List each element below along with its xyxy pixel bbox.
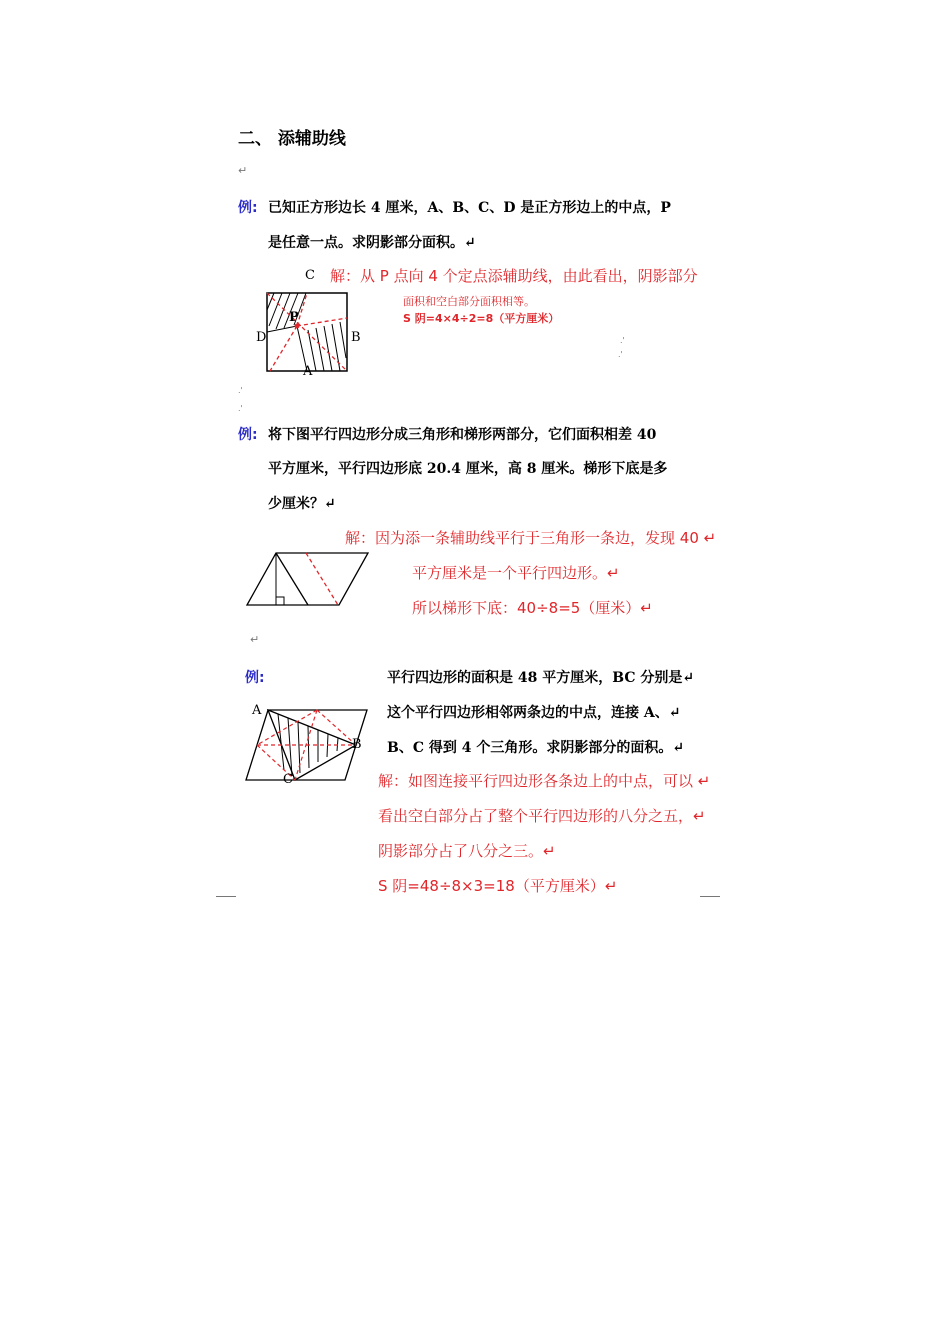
paragraph-mark: ↵ <box>238 164 248 177</box>
example3-line1: 平行四边形的面积是 48 平方厘米，BC 分别是↵ <box>387 670 695 686</box>
example1-solution-line3: S 阴=4×4÷2=8（平方厘米） <box>403 312 560 325</box>
example3-line3: B、C 得到 4 个三角形。求阴影部分的面积。↵ <box>387 740 685 756</box>
label-c: C <box>305 268 315 283</box>
example2-solution-line1: 解：因为添一条辅助线平行于三角形一条边，发现 40 ↵ <box>345 529 717 547</box>
label-p: P <box>289 310 299 325</box>
example1-tag: 例: <box>238 200 258 216</box>
example1-line1: 已知正方形边长 4 厘米，A、B、C、D 是正方形边上的中点，P <box>268 200 671 216</box>
stray-mark: .' <box>618 350 623 359</box>
example3-solution-line3: 阴影部分占了八分之三。↵ <box>378 842 556 860</box>
label-b3: B <box>352 737 362 752</box>
example3-line2: 这个平行四边形相邻两条边的中点，连接 A、↵ <box>387 705 681 721</box>
example2-solution-line2: 平方厘米是一个平行四边形。↵ <box>412 564 620 582</box>
label-a: A <box>303 364 313 379</box>
example1-solution-line2: 面积和空白部分面积相等。 <box>403 295 535 308</box>
example3-solution-line4: S 阴=48÷8×3=18（平方厘米）↵ <box>378 877 618 895</box>
label-d: D <box>256 330 267 345</box>
example2-line1: 将下图平行四边形分成三角形和梯形两部分，它们面积相差 40 <box>268 427 657 443</box>
example1-solution-line1: 解：从 P 点向 4 个定点添辅助线，由此看出，阴影部分 <box>330 267 698 285</box>
label-c3: C <box>283 772 293 787</box>
crop-mark-right <box>700 896 720 897</box>
example2-solution-line3: 所以梯形下底：40÷8=5（厘米）↵ <box>412 599 653 617</box>
paragraph-mark: ↵ <box>250 633 260 646</box>
example1-line2: 是任意一点。求阴影部分面积。↵ <box>268 235 476 251</box>
example2-line3: 少厘米？↵ <box>268 496 336 512</box>
example2-tag: 例: <box>238 427 258 443</box>
example2-line2: 平方厘米，平行四边形底 20.4 厘米，高 8 厘米。梯形下底是多 <box>268 461 668 477</box>
example3-solution-line1: 解：如图连接平行四边形各条边上的中点，可以 ↵ <box>378 772 711 790</box>
label-b: B <box>351 330 361 345</box>
example3-solution-line2: 看出空白部分占了整个平行四边形的八分之五，↵ <box>378 807 706 825</box>
parallelogram-diagram <box>244 550 374 610</box>
stray-mark: .' <box>238 386 243 395</box>
example3-tag: 例: <box>245 670 265 686</box>
label-a3: A <box>252 703 262 718</box>
stray-mark: .' <box>620 336 625 345</box>
section-title: 二、 添辅助线 <box>238 129 346 149</box>
crop-mark-left <box>216 896 236 897</box>
stray-mark: .' <box>238 404 243 413</box>
